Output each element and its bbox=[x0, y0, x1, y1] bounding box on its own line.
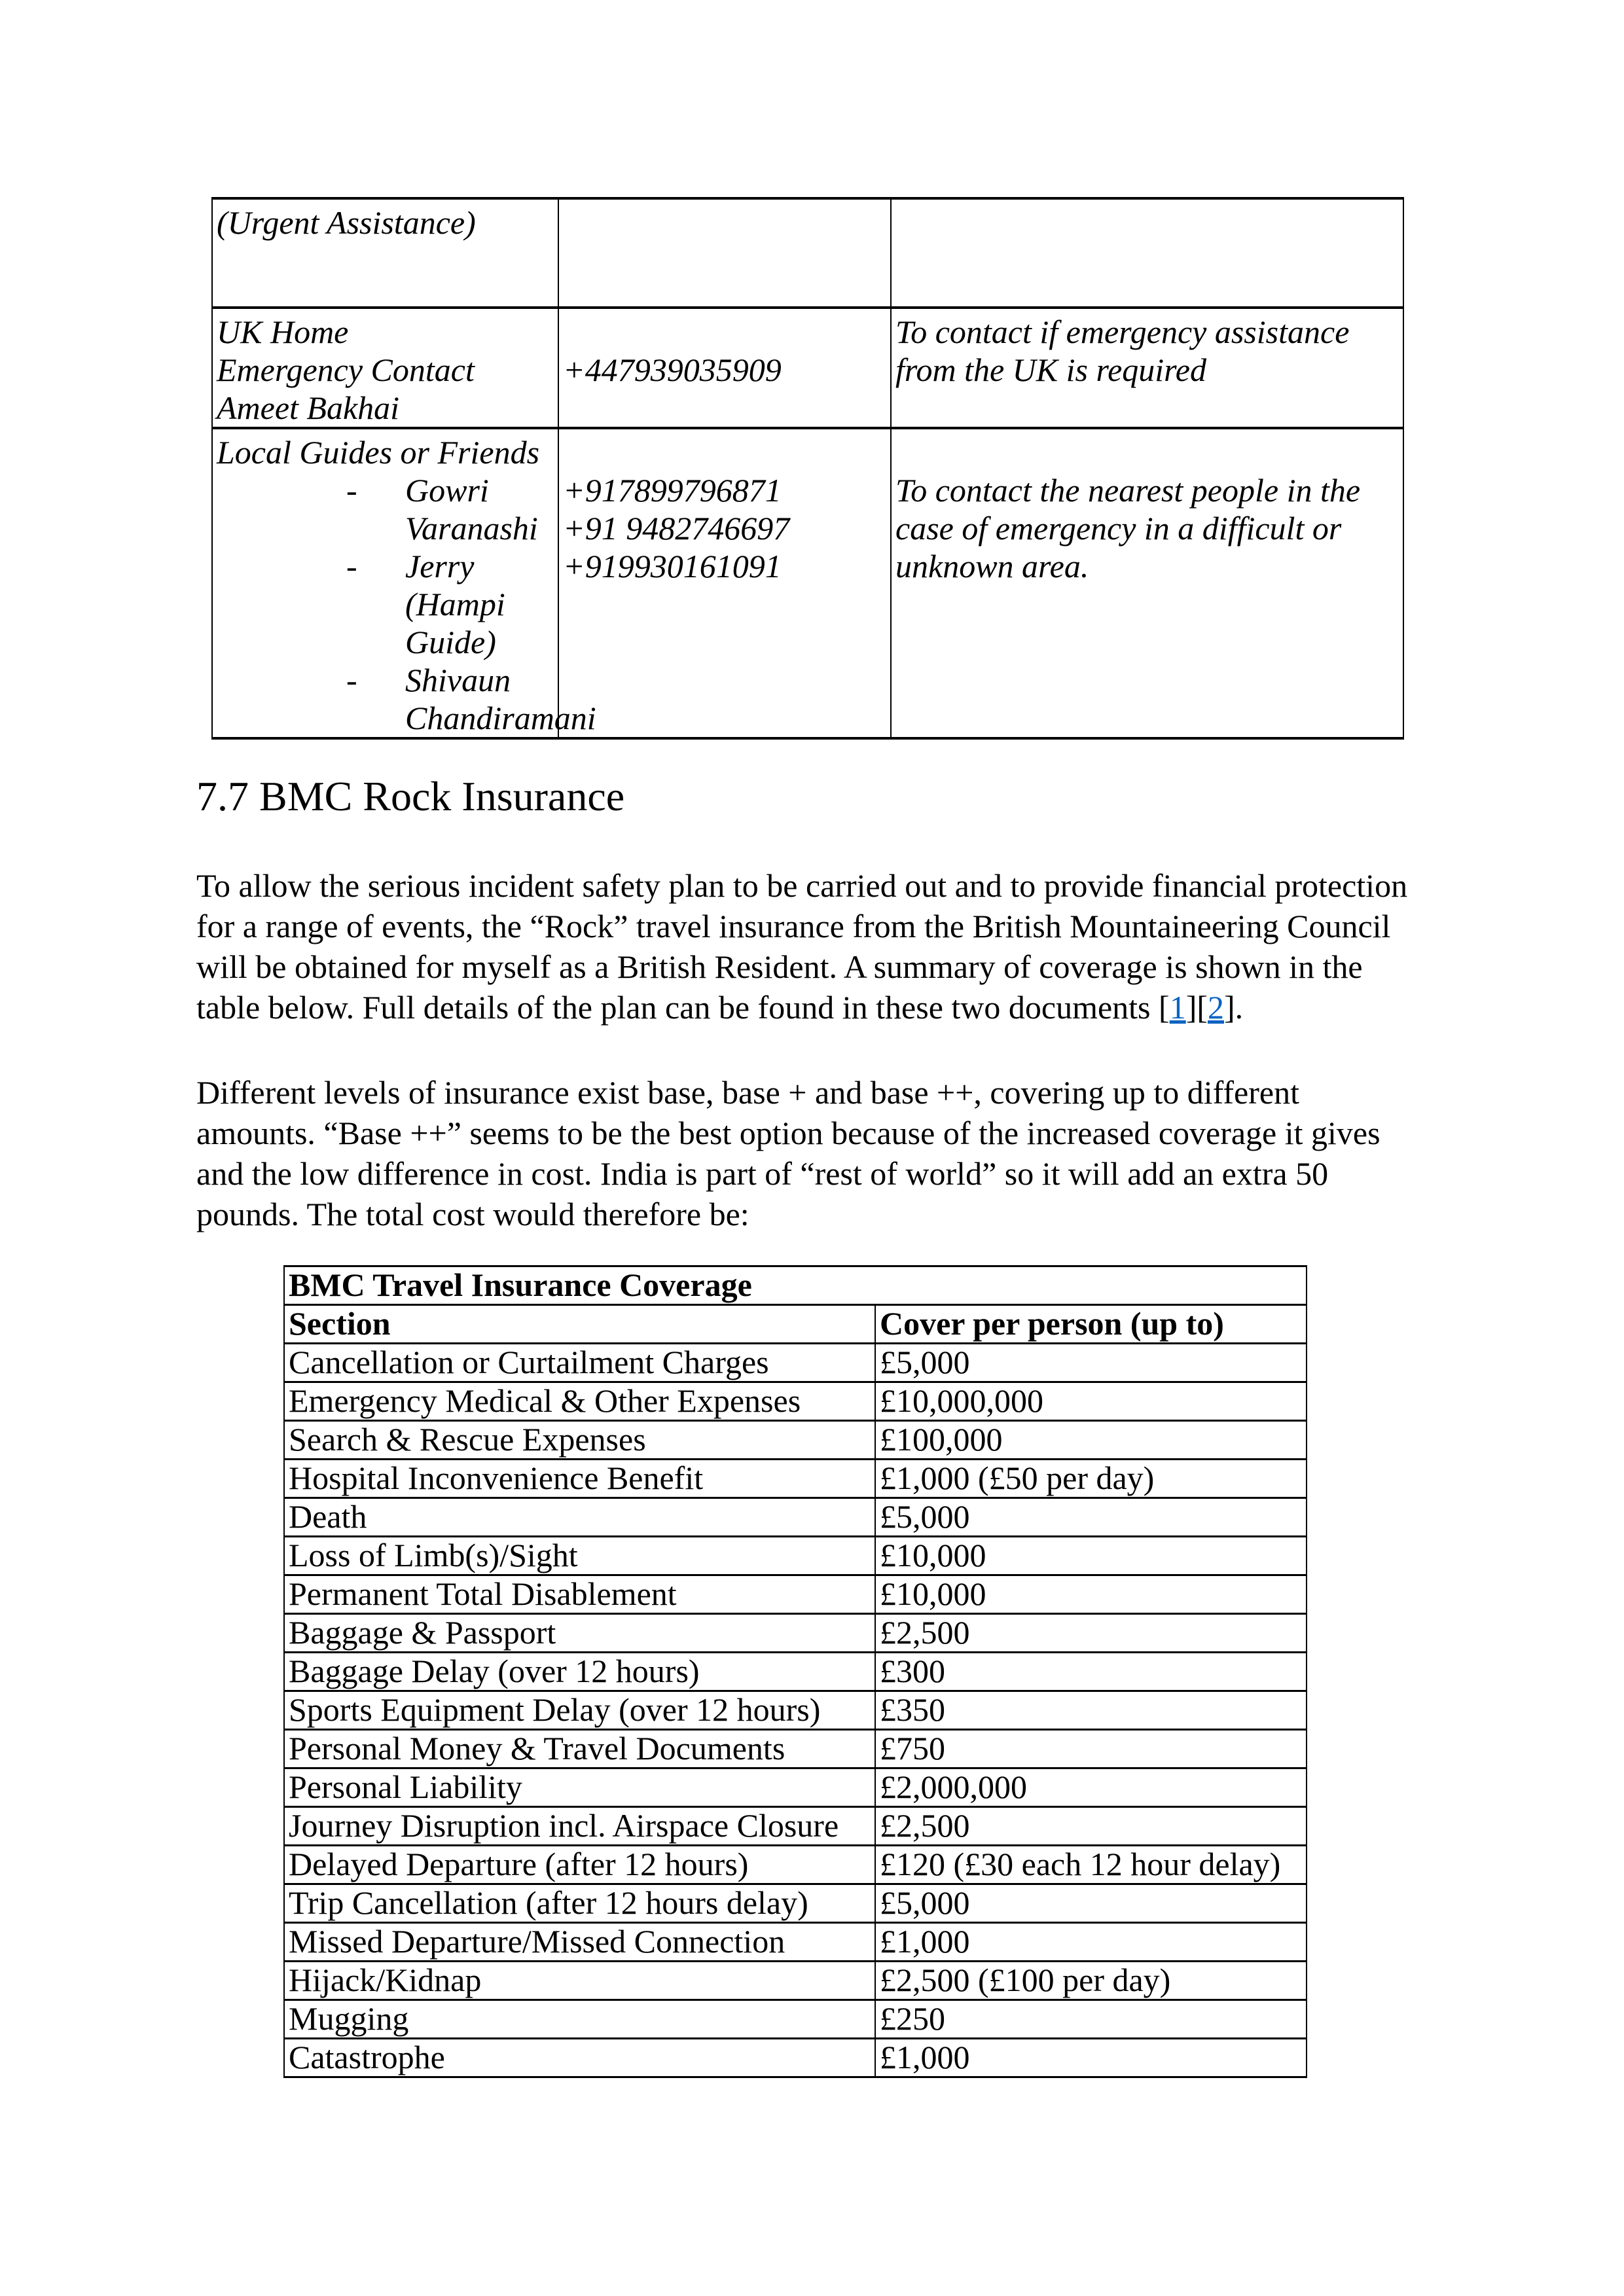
table-cell: £1,000 bbox=[875, 2039, 1307, 2077]
table-cell: £10,000,000 bbox=[875, 1382, 1307, 1421]
table-row bbox=[284, 1807, 1307, 1846]
table-row bbox=[284, 1768, 1307, 1807]
list-item bbox=[217, 661, 596, 737]
table-cell: £5,000 bbox=[875, 1884, 1307, 1923]
table-cell: £2,500 (£100 per day) bbox=[875, 1962, 1307, 2000]
list-item bbox=[217, 547, 555, 661]
table-cell: Personal Money & Travel Documents bbox=[284, 1730, 875, 1768]
table-cell: £2,500 bbox=[875, 1614, 1307, 1653]
table-row bbox=[284, 1575, 1307, 1614]
insurance-table-body bbox=[284, 1344, 1307, 2077]
table-cell: £2,500 bbox=[875, 1807, 1307, 1846]
table-row bbox=[284, 1382, 1307, 1421]
text-line: from the UK is required bbox=[895, 351, 1206, 388]
emergency-contacts-table bbox=[211, 197, 1404, 740]
table-cell: Trip Cancellation (after 12 hours delay) bbox=[284, 1884, 875, 1923]
table-row bbox=[284, 1730, 1307, 1768]
table-cell: £2,000,000 bbox=[875, 1768, 1307, 1807]
table-row bbox=[284, 1460, 1307, 1498]
text-segment: ]. bbox=[1224, 989, 1244, 1026]
text-line: +91 9482746697 bbox=[563, 510, 790, 547]
contact-purpose-cell bbox=[891, 198, 1403, 308]
text-line: +919930161091 bbox=[563, 548, 782, 584]
table-cell: £250 bbox=[875, 2000, 1307, 2039]
column-header-cover: Cover per person (up to) bbox=[875, 1305, 1307, 1344]
text-line: Emergency Contact bbox=[217, 351, 475, 388]
table-cell: Hospital Inconvenience Benefit bbox=[284, 1460, 875, 1498]
table-cell: Death bbox=[284, 1498, 875, 1537]
table-cell: Delayed Departure (after 12 hours) bbox=[284, 1846, 875, 1884]
contact-name-cell bbox=[212, 428, 596, 738]
table-cell: Personal Liability bbox=[284, 1768, 875, 1807]
paragraph-lines bbox=[196, 865, 1407, 987]
table-cell: £1,000 (£50 per day) bbox=[875, 1460, 1307, 1498]
table-cell: £10,000 bbox=[875, 1575, 1307, 1614]
table-header-row bbox=[284, 1305, 1307, 1344]
contact-purpose-cell bbox=[891, 308, 1403, 428]
table-title-row bbox=[284, 1266, 1307, 1305]
table-cell: £750 bbox=[875, 1730, 1307, 1768]
table-cell: £5,000 bbox=[875, 1344, 1307, 1382]
text-line: case of emergency in a difficult or bbox=[895, 510, 1342, 547]
text-line: unknown area. bbox=[895, 548, 1089, 584]
text-line: Different levels of insurance exist base, base + and base ++, covering up to different bbox=[196, 1074, 1299, 1111]
table-row bbox=[284, 1923, 1307, 1962]
contact-phone-cell bbox=[558, 198, 891, 308]
group-label: Local Guides or Friends bbox=[217, 434, 540, 471]
text-segment: ][ bbox=[1185, 989, 1208, 1026]
table-row bbox=[284, 1537, 1307, 1575]
text-line: To contact if emergency assistance bbox=[895, 314, 1350, 350]
table-row bbox=[284, 1691, 1307, 1730]
text-line: amounts. “Base ++” seems to be the best option because of the increased coverage it gives bbox=[196, 1115, 1380, 1151]
text-line: will be obtained for myself as a British Resident. A summary of coverage is shown in the bbox=[196, 948, 1363, 985]
text-line: To allow the serious incident safety plan to be carried out and to provide financial protection bbox=[196, 867, 1408, 904]
paragraph-insurance-levels bbox=[196, 1072, 1380, 1234]
table-row bbox=[284, 1344, 1307, 1382]
paragraph-last-line bbox=[196, 987, 1407, 1028]
list-item-label: Shivaun Chandiramani bbox=[405, 662, 596, 736]
text-line: (Urgent Assistance) bbox=[217, 204, 476, 241]
insurance-coverage-table bbox=[283, 1265, 1307, 2078]
list-bullet: - bbox=[346, 662, 357, 698]
table-cell: Hijack/Kidnap bbox=[284, 1962, 875, 2000]
table-row bbox=[284, 2000, 1307, 2039]
table-row bbox=[284, 1884, 1307, 1923]
text-segment: [ bbox=[1159, 989, 1170, 1026]
list-bullet: - bbox=[346, 472, 357, 509]
table-row-urgent-assistance bbox=[212, 198, 1403, 308]
table-cell: Baggage Delay (over 12 hours) bbox=[284, 1653, 875, 1691]
table-cell: Baggage & Passport bbox=[284, 1614, 875, 1653]
paragraph-insurance-intro bbox=[196, 865, 1407, 1028]
table-row bbox=[284, 1614, 1307, 1653]
list-item-label: Gowri Varanashi bbox=[405, 472, 538, 547]
table-cell: £300 bbox=[875, 1653, 1307, 1691]
table-row bbox=[284, 1846, 1307, 1884]
table-cell: £100,000 bbox=[875, 1421, 1307, 1460]
table-cell: Sports Equipment Delay (over 12 hours) bbox=[284, 1691, 875, 1730]
table-row bbox=[284, 1653, 1307, 1691]
table-cell: Emergency Medical & Other Expenses bbox=[284, 1382, 875, 1421]
table-row-uk-home-contact bbox=[212, 308, 1403, 428]
table-row bbox=[284, 1498, 1307, 1537]
table-cell: £120 (£30 each 12 hour delay) bbox=[875, 1846, 1307, 1884]
table-cell: Missed Departure/Missed Connection bbox=[284, 1923, 875, 1962]
list-item-label: Jerry (Hampi Guide) bbox=[405, 548, 505, 660]
text-line: UK Home bbox=[217, 314, 349, 350]
contact-name-cell bbox=[212, 198, 558, 308]
table-row bbox=[284, 2039, 1307, 2077]
table-cell: £10,000 bbox=[875, 1537, 1307, 1575]
text-line: pounds. The total cost would therefore be: bbox=[196, 1196, 749, 1232]
insurance-table-title: BMC Travel Insurance Coverage bbox=[284, 1266, 1307, 1305]
table-cell: Cancellation or Curtailment Charges bbox=[284, 1344, 875, 1382]
table-cell: £1,000 bbox=[875, 1923, 1307, 1962]
table-row-local-guides bbox=[212, 428, 1403, 738]
contact-name-cell bbox=[212, 308, 558, 428]
section-heading: 7.7 BMC Rock Insurance bbox=[196, 773, 625, 819]
text-line: for a range of events, the “Rock” travel insurance from the British Mountaineering Council bbox=[196, 908, 1391, 944]
table-cell: Journey Disruption incl. Airspace Closure bbox=[284, 1807, 875, 1846]
table-row bbox=[284, 1421, 1307, 1460]
document-link-2[interactable]: 2 bbox=[1208, 989, 1224, 1026]
table-cell: £350 bbox=[875, 1691, 1307, 1730]
table-cell: Loss of Limb(s)/Sight bbox=[284, 1537, 875, 1575]
text-line: +917899796871 bbox=[563, 472, 782, 509]
table-cell: Catastrophe bbox=[284, 2039, 875, 2077]
table-cell: Mugging bbox=[284, 2000, 875, 2039]
table-row bbox=[284, 1962, 1307, 2000]
text-line: Ameet Bakhai bbox=[217, 389, 400, 426]
table-cell: Search & Rescue Expenses bbox=[284, 1421, 875, 1460]
list-bullet: - bbox=[346, 548, 357, 584]
text-line: and the low difference in cost. India is part of “rest of world” so it will add an extra 50 bbox=[196, 1155, 1329, 1192]
text-line: To contact the nearest people in the bbox=[895, 472, 1361, 509]
table-cell: £5,000 bbox=[875, 1498, 1307, 1537]
list-item bbox=[217, 471, 555, 547]
text-line: +447939035909 bbox=[563, 351, 782, 388]
contact-list bbox=[217, 471, 596, 737]
document-link-1[interactable]: 1 bbox=[1169, 989, 1186, 1026]
contact-phone-cell bbox=[558, 428, 891, 738]
column-header-section: Section bbox=[284, 1305, 875, 1344]
contact-phone-cell bbox=[558, 308, 891, 428]
table-cell: Permanent Total Disablement bbox=[284, 1575, 875, 1614]
text-segment: table below. Full details of the plan can be found in these two documents bbox=[196, 989, 1159, 1026]
contact-purpose-cell bbox=[891, 428, 1403, 738]
